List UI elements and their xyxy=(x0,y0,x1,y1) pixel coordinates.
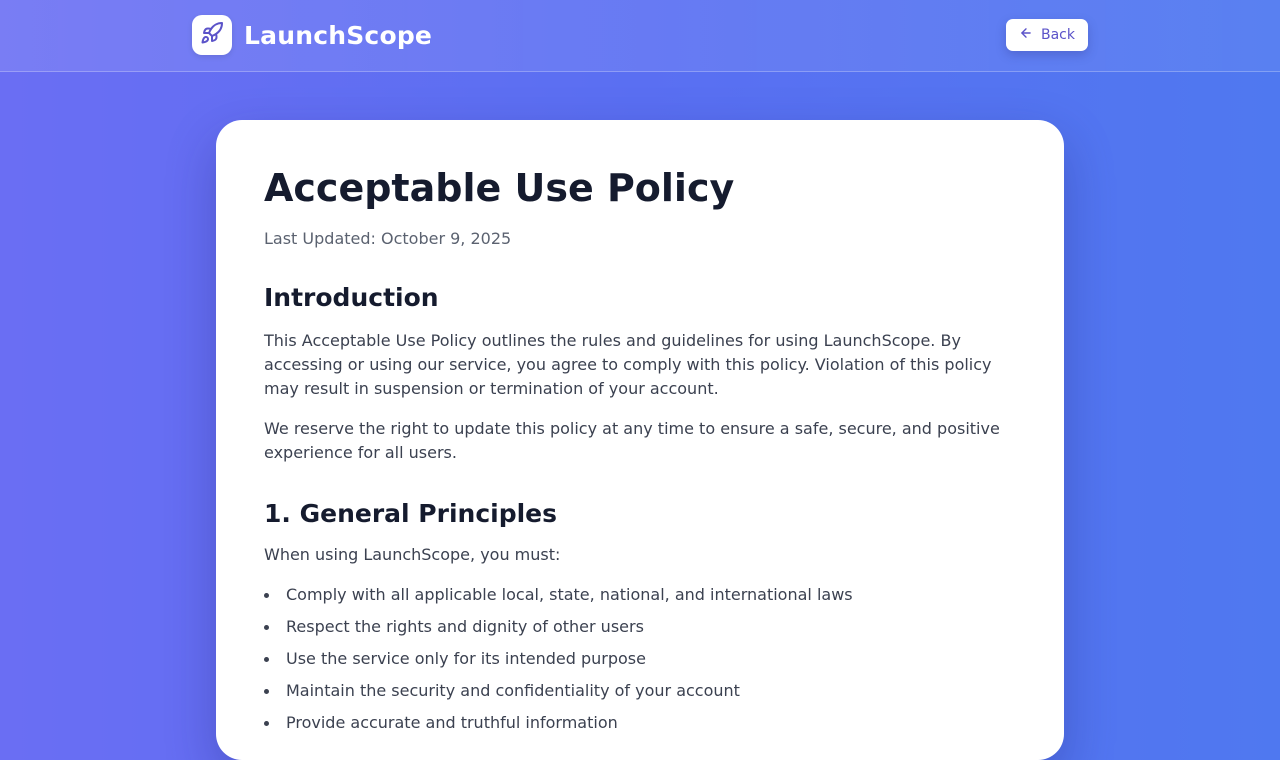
brand[interactable] xyxy=(192,15,432,55)
rocket-icon xyxy=(200,21,224,49)
page-title: Acceptable Use Policy xyxy=(264,166,735,210)
section-title-introduction: Introduction xyxy=(264,283,439,312)
arrow-left-icon xyxy=(1019,26,1033,44)
general-principles-list xyxy=(264,583,1016,735)
bullet xyxy=(264,689,269,694)
list-item-text: Use the service only for its intended purpose xyxy=(286,649,646,668)
bullet xyxy=(264,593,269,598)
top-navbar xyxy=(0,0,1280,72)
bullet xyxy=(264,625,269,630)
bullet xyxy=(264,721,269,726)
brand-logo xyxy=(192,15,232,55)
list-item xyxy=(264,583,1016,607)
list-item xyxy=(264,711,1016,735)
list-item xyxy=(264,647,1016,671)
last-updated: Last Updated: October 9, 2025 xyxy=(264,229,512,248)
bullet xyxy=(264,657,269,662)
list-item-text: Provide accurate and truthful information xyxy=(286,713,618,732)
brand-name: LaunchScope xyxy=(244,20,433,50)
list-item xyxy=(264,679,1016,703)
list-item-text: Maintain the security and confidentiality of your account xyxy=(286,681,740,700)
general-principles-lead: When using LaunchScope, you must: xyxy=(264,545,561,564)
section-title-general-principles: 1. General Principles xyxy=(264,499,558,528)
list-item-text: Respect the rights and dignity of other users xyxy=(286,617,644,636)
list-item-text: Comply with all applicable local, state, national, and international laws xyxy=(286,585,853,604)
intro-paragraph: This Acceptable Use Policy outlines the rules and guidelines for using LaunchScope. By accessing or using our service, you agree to comply with this policy. Violation of this policy may result in suspension or termination of your account. xyxy=(264,331,992,398)
policy-card xyxy=(216,120,1064,760)
intro-paragraph: We reserve the right to update this policy at any time to ensure a safe, secure, and positive experience for all users. xyxy=(264,419,1000,462)
back-button[interactable] xyxy=(1006,19,1088,51)
list-item xyxy=(264,615,1016,639)
back-button-label: Back xyxy=(1041,27,1075,43)
